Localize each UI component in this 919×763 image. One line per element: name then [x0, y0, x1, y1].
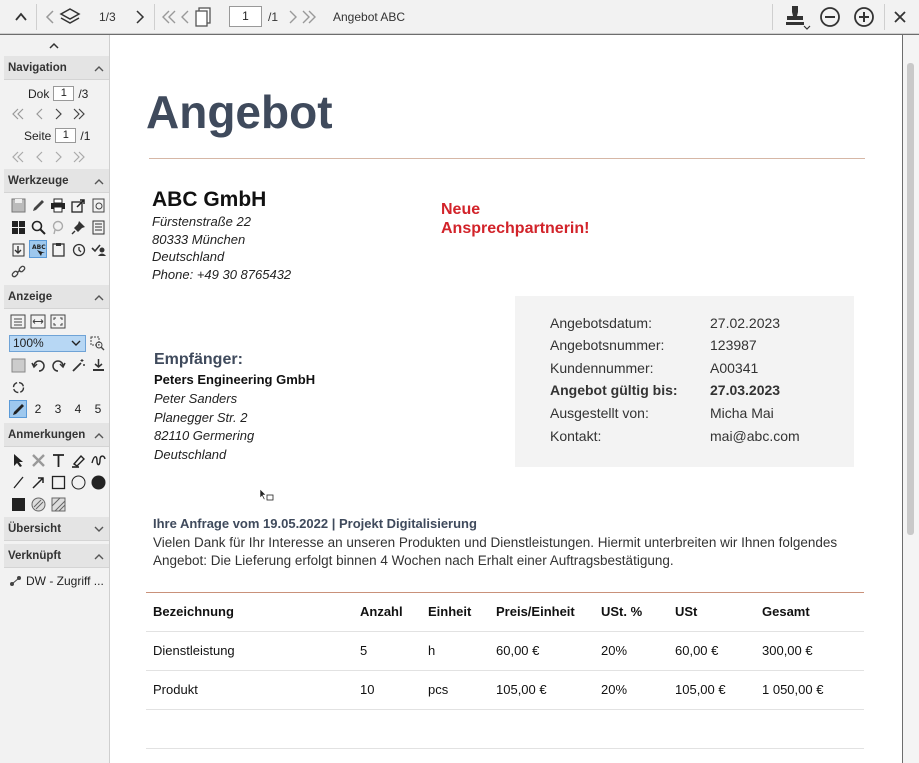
svg-text:ABC: ABC	[31, 243, 46, 251]
table-row	[153, 643, 864, 663]
prev-document-icon[interactable]	[42, 8, 58, 26]
page-nav-row	[24, 128, 90, 143]
doc-total: /3	[78, 86, 89, 101]
recipient-country: Deutschland	[154, 447, 227, 463]
chevron-up-icon	[94, 178, 104, 185]
detail-value: 123987	[710, 337, 757, 353]
col-header: Gesamt	[762, 604, 810, 619]
zoom-in-icon[interactable]	[852, 5, 876, 29]
page-label: Seite	[24, 128, 52, 143]
chevron-down-icon	[94, 526, 104, 533]
table-cell: 300,00 €	[762, 643, 813, 658]
page-input[interactable]: 1	[55, 128, 76, 143]
hatched-rectangle-tool-icon[interactable]	[50, 496, 66, 512]
grid-icon[interactable]	[10, 219, 26, 235]
last-page-icon[interactable]	[300, 8, 318, 26]
section-view-title: Anzeige	[8, 291, 53, 303]
highlighter-icon[interactable]	[70, 452, 86, 468]
next-page-icon[interactable]	[286, 8, 300, 26]
zoom-select[interactable]	[9, 335, 86, 352]
layout-4-icon[interactable]: 4	[74, 402, 82, 416]
table-cell: pcs	[428, 682, 449, 697]
chevron-down-icon	[71, 340, 81, 347]
view-row-4	[10, 401, 110, 417]
table-rule	[146, 631, 864, 632]
table-cell: 60,00 €	[496, 643, 540, 658]
detail-label: Angebotsnummer:	[550, 337, 665, 353]
page-arrows	[12, 151, 92, 163]
magic-wand-icon[interactable]	[70, 357, 86, 373]
pointer-icon[interactable]	[10, 452, 26, 468]
stamp-icon[interactable]	[780, 3, 812, 31]
detail-label: Kontakt:	[550, 428, 602, 444]
zoom-value: 100%	[13, 336, 44, 350]
company-street: Fürstenstraße 22	[152, 214, 251, 229]
section-linked[interactable]	[4, 544, 109, 568]
layout-5-icon[interactable]: 5	[94, 402, 102, 416]
linked-item-label: DW - Zugriff ...	[26, 574, 104, 588]
offer-details-box	[515, 296, 854, 467]
page-number-input[interactable]: 1	[229, 6, 262, 27]
document-page	[110, 35, 902, 763]
section-tools[interactable]	[4, 169, 109, 193]
first-page-icon[interactable]	[160, 8, 178, 26]
table-top-rule	[146, 592, 864, 593]
table-cell: h	[428, 643, 436, 658]
table-cell: 5	[360, 643, 368, 658]
link-node-icon	[9, 575, 23, 587]
rotate-icon[interactable]	[10, 379, 26, 395]
clipboard-icon[interactable]	[50, 241, 66, 257]
undo-icon[interactable]	[30, 357, 46, 373]
tools-row-3	[10, 241, 110, 257]
detail-label: Ausgestellt von:	[550, 405, 649, 421]
section-overview-title: Übersicht	[8, 523, 62, 535]
recipient-name: Peter Sanders	[154, 391, 238, 406]
tools-row-2	[10, 219, 110, 235]
sidebar-collapse-icon[interactable]	[48, 41, 60, 51]
table-cell: 20%	[601, 682, 628, 697]
table-cell: 105,00 €	[496, 682, 547, 697]
page-title: Angebot	[146, 86, 333, 138]
annot-row-3	[10, 496, 70, 512]
layers-icon[interactable]	[58, 5, 82, 29]
recipient-heading: Empfänger:	[154, 351, 243, 368]
section-annotations[interactable]	[4, 423, 109, 447]
freehand-icon[interactable]	[90, 452, 106, 468]
table-header	[153, 604, 864, 624]
detail-label: Kundennummer:	[550, 360, 654, 376]
contact-notice	[441, 201, 589, 238]
export-icon[interactable]	[70, 197, 86, 213]
section-annotations-title: Anmerkungen	[8, 429, 86, 441]
line-tool-icon[interactable]	[10, 474, 26, 490]
rectangle-tool-icon[interactable]	[50, 474, 66, 490]
print-icon[interactable]	[50, 197, 66, 213]
sidebar	[0, 35, 110, 763]
collapse-up-icon[interactable]	[10, 6, 32, 28]
filled-circle-tool-icon[interactable]	[90, 474, 106, 490]
recipient-company: Peters Engineering GmbH	[154, 372, 316, 387]
document-counter: 1/3	[99, 10, 116, 24]
table-row	[153, 682, 864, 702]
redo-icon[interactable]	[50, 357, 66, 373]
lasso-icon[interactable]	[50, 219, 66, 235]
save-view-icon[interactable]	[10, 357, 26, 373]
hatched-circle-tool-icon[interactable]	[30, 496, 46, 512]
col-header: Anzahl	[360, 604, 403, 619]
linked-item[interactable]	[9, 574, 104, 588]
fullscreen-icon[interactable]	[50, 313, 66, 329]
recipient-city: 82110 Germering	[154, 428, 255, 444]
chevron-up-icon	[94, 553, 104, 560]
detail-value: mai@abc.com	[710, 428, 800, 444]
single-page-icon[interactable]	[10, 401, 26, 417]
section-linked-title: Verknüpft	[8, 550, 62, 562]
table-rule	[146, 670, 864, 671]
detail-value: A00341	[710, 360, 759, 376]
close-icon[interactable]	[890, 7, 910, 27]
next-document-icon[interactable]	[132, 8, 148, 26]
tools-row-4	[10, 263, 30, 279]
view-row-1	[10, 313, 70, 329]
table-cell: 105,00 €	[675, 682, 726, 697]
detail-value: 27.02.2023	[710, 315, 781, 331]
doc-arrows	[12, 108, 92, 120]
pencil-icon[interactable]	[30, 197, 46, 213]
title-divider	[149, 158, 865, 159]
detail-value: 27.03.2023	[710, 382, 781, 398]
zoom-area-icon[interactable]	[90, 336, 105, 351]
subject-line: Ihre Anfrage vom 19.05.2022 | Projekt Digitalisierung	[153, 516, 477, 531]
history-icon[interactable]	[70, 241, 86, 257]
view-row-2	[10, 357, 110, 373]
import-icon[interactable]	[10, 241, 26, 257]
col-header: USt	[675, 604, 698, 619]
col-header: Einheit	[428, 604, 472, 619]
table-cell: 20%	[601, 643, 628, 658]
text-tool-icon[interactable]	[50, 452, 66, 468]
chevron-up-icon	[94, 432, 104, 439]
company-address	[152, 213, 291, 283]
detail-label: Angebot gültig bis:	[550, 382, 678, 398]
pin-icon[interactable]	[70, 219, 86, 235]
fit-page-icon[interactable]	[10, 313, 26, 329]
table-rule	[146, 748, 864, 749]
section-view[interactable]	[4, 285, 109, 309]
main-toolbar	[0, 0, 919, 34]
doc-nav-row	[28, 86, 88, 101]
tools-row-1	[10, 197, 110, 213]
table-cell: 1 050,00 €	[762, 682, 824, 697]
delete-annotation-icon[interactable]	[30, 452, 46, 468]
search-icon[interactable]	[30, 219, 46, 235]
detail-value: Micha Mai	[710, 405, 774, 421]
fit-width-icon[interactable]	[30, 313, 46, 329]
layout-2-icon[interactable]: 2	[34, 402, 42, 416]
table-cell: Dienstleistung	[153, 643, 235, 658]
table-cell: 60,00 €	[675, 643, 719, 658]
detail-label: Angebotsdatum:	[550, 315, 652, 331]
intro-text: Vielen Dank für Ihr Interesse an unseren Produkten und Dienstleistungen. Hiermit unterbreiten wir Ihnen folgendes Angebot: Die Lieferung erfolgt binnen 4 Wochen nach Erhalt einer Auftragsbestätigung.	[153, 535, 838, 568]
mouse-cursor-icon	[259, 488, 275, 502]
view-row-3	[10, 379, 30, 395]
notice-line-1: Neue	[441, 201, 481, 218]
chevron-up-icon	[94, 294, 104, 301]
company-city: 80333 München	[152, 231, 246, 247]
col-header: Preis/Einheit	[496, 604, 575, 619]
ocr-select-icon[interactable]	[30, 241, 46, 257]
section-tools-title: Werkzeuge	[8, 175, 69, 187]
section-overview[interactable]	[4, 517, 109, 541]
pages-icon[interactable]	[192, 5, 214, 29]
company-name: ABC GmbH	[152, 188, 267, 211]
doc-input[interactable]: 1	[53, 86, 74, 101]
col-header: USt. %	[601, 604, 643, 619]
recipient-address	[154, 390, 254, 465]
table-rule	[146, 709, 864, 710]
section-navigation-title: Navigation	[8, 62, 67, 74]
company-phone: Phone: +49 30 8765432	[152, 266, 292, 282]
table-cell: 10	[360, 682, 375, 697]
document-lock-icon[interactable]	[90, 197, 106, 213]
company-country: Deutschland	[152, 249, 225, 264]
vertical-scrollbar[interactable]	[903, 35, 919, 763]
zoom-out-icon[interactable]	[818, 5, 842, 29]
link-icon[interactable]	[10, 263, 26, 279]
filled-rectangle-tool-icon[interactable]	[10, 496, 26, 512]
annot-row-1	[10, 452, 110, 468]
page-total-side: /1	[80, 128, 91, 143]
col-header: Bezeichnung	[153, 604, 234, 619]
scrollbar-thumb[interactable]	[907, 63, 914, 535]
circle-tool-icon[interactable]	[70, 474, 86, 490]
document-title: Angebot ABC	[333, 10, 406, 24]
recipient-street: Planegger Str. 2	[154, 409, 248, 425]
download-icon[interactable]	[90, 357, 106, 373]
annot-row-2	[10, 474, 110, 490]
section-navigation[interactable]	[4, 56, 109, 80]
chevron-up-icon	[94, 65, 104, 72]
page-total: /1	[268, 10, 279, 24]
form-icon[interactable]	[90, 219, 106, 235]
arrow-tool-icon[interactable]	[30, 474, 46, 490]
notice-line-2: Ansprechpartnerin!	[441, 219, 590, 237]
layout-3-icon[interactable]: 3	[54, 402, 62, 416]
user-check-icon[interactable]	[90, 241, 106, 257]
save-icon[interactable]	[10, 197, 26, 213]
table-cell: Produkt	[153, 682, 198, 697]
doc-label: Dok	[28, 86, 50, 101]
prev-page-icon[interactable]	[178, 8, 192, 26]
